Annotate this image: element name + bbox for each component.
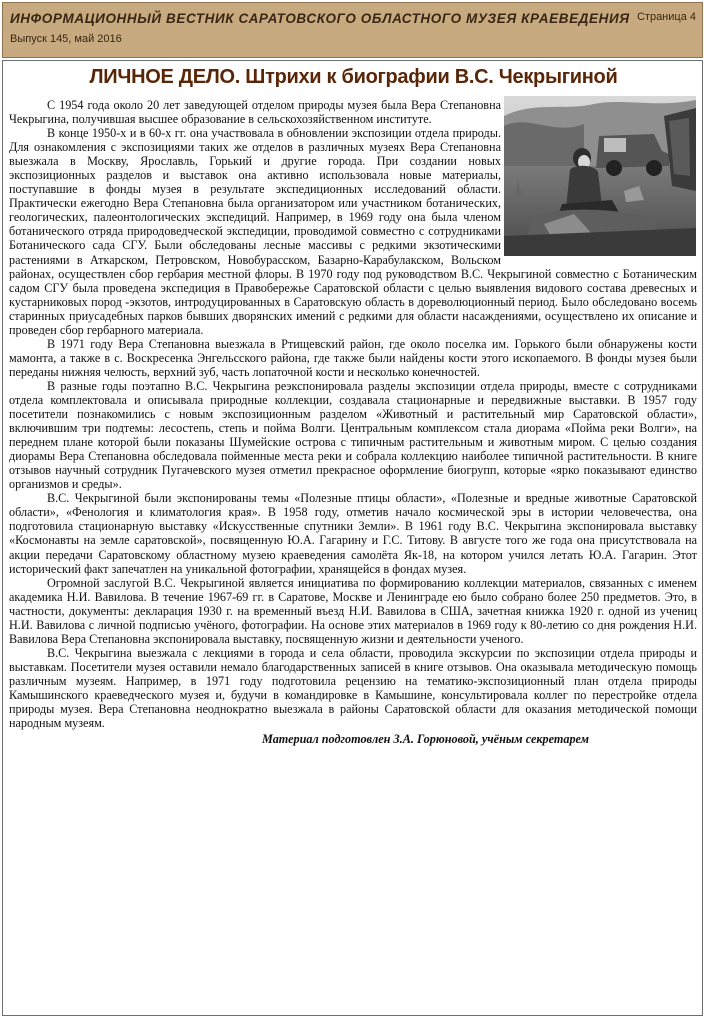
paragraph-2: В конце 1950-х и в 60-х гг. она участвовала в обновлении экспозиции отдела природы. Для ознакомления с экспозициями таких же отделов в различных музеях Вера Степановна выезжала в Москву, Ярославль, Горький и другие города. При создании новых экспозиционных разделов и выставок она активно использовала новые материалы, поступавшие в фонды музея в результате экспедиционных исследований области. Практически ежегодно Вера Степановна была организатором или участником ботанических, геологических, палеонтологических экспедиций. Например, в 1969 году она была членом ботанического отряда природоведческой экспедиции, проводимой совместно с сотрудниками Ботанического сада СГУ. Были обследованы лесные массивы с редкими экзотическими растениями в Аткарском, Петровском, Новобурасском, Базарно-Карабулакском, Вольском районах, осуществлен сбор гербария местной флоры. В 1970 году под руководством В.С. Чекрыгиной совместно с Ботаническим садом СГУ была проведена экспедиция в Правобережье Саратовской области с целью выявления видового состава древесных и кустарниковых пород -экзотов, интродуцированных в Саратовскую область в дореволюционный период. Было обследовано восемь старинных приусадебных парков бывших дворянских имений с редкими для области насаждениями, осуществлено их описание и проведен сбор гербарного материала. [9,126,697,337]
paragraph-1: С 1954 года около 20 лет заведующей отделом природы музея была Вера Степановна Чекрыгина, получившая высшее образование в сельскохозяйственном институте. [9,98,501,127]
article-body [9,98,697,746]
article-headline: ЛИЧНОЕ ДЕЛО. Штрихи к биографии В.С. Чекрыгиной [89,66,618,88]
page-number: Страница 4 [636,11,696,23]
paragraph-5: В.С. Чекрыгиной были экспонированы темы «Полезные птицы области», «Полезные и вредные животные Саратовской области», «Фенология и климатология края». В 1958 году, отметив начало космической эры в истории человечества, она подготовила стационарную выставку «Искусственные спутники Земли». В 1961 году В.С. Чекрыгина экспонировала выставку «Космонавты на земле саратовской», посвященную Ю.А. Гагарину и Г.С. Титову. В августе того же года она присутствовала на акции передачи Саратовскому областному музею краеведения самолёта Як-18, на котором учился летать Ю.А. Гагарин. Этот исторический факт запечатлен на уникальной фотографии, хранящейся в фондах музея. [9,491,697,576]
paragraph-6: Огромной заслугой В.С. Чекрыгиной является инициатива по формированию коллекции материалов, связанных с именем академика Н.И. Вавилова. В течение 1967-69 гг. в Саратове, Москве и Ленинграде ею было собрано более 250 предметов. Это, в частности, документы: декларация 1930 г. на временный въезд Н.И. Вавилова в США, зачетная книжка 1920 г. одной из учениц Н.И. Вавилова с личной подписью учёного, фотографии. На основе этих материалов в 1969 году к 80-летию со дня рождения Н.И. Вавилова Вера Степановна экспонировала выставку, посвященную жизни и деятельности ученого. [9,575,697,646]
newsletter-title: ИНФОРМАЦИОННЫЙ ВЕСТНИК САРАТОВСКОГО ОБЛАСТНОГО МУЗЕЯ КРАЕВЕДЕНИЯ [10,11,630,26]
newsletter-header [2,2,703,58]
paragraph-3: В 1971 году Вера Степановна выезжала в Ртищевский район, где около поселка им. Горького были обнаружены кости мамонта, а также в с. Воскресенка Энгельсского района, где также были найдены кости этого ископаемого. В фонды музея были переданы нижняя челюсть, верхний зуб, часть лопаточной кости и несколько конечностей. [9,336,697,379]
paragraph-7: В.С. Чекрыгина выезжала с лекциями в города и села области, проводила экскурсии по экспозиции отдела природы и выставкам. Посетители музея оставили немало благодарственных записей в книге отзывов. Она оказывала методическую помощь различным музеям. Например, в 1971 году подготовила рецензию на тематико-экспозиционный план отдела природы Камышинского краеведческого музея и, будучи в командировке в Камышине, консультировала коллег по перестройке отдела природы музея. Вера Степановна неоднократно выезжала в районы Саратовской области для оказания методической помощи народным музеям. [9,645,697,731]
photo-spacer [501,98,697,256]
article-credit: Материал подготовлен З.А. Горюновой, учёным секретарем [262,732,589,747]
paragraph-4: В разные годы поэтапно В.С. Чекрыгина реэкспонировала разделы экспозиции отдела природы, вместе с сотрудниками отдела комплектовала и описывала природные коллекции, создавала стационарные и передвижные выставки. В 1957 году посетители познакомились с новым экспозиционным разделом «Животный и растительный мир Саратовской области», включившим три подтемы: лесостепь, степь и поймa Волги. Центральным комплексом стала диорама «Пойма реки Волги», на переднем плане которой были показаны Шумейские острова с типичным растительным и животным миром. С целью создания диорамы Вера Степановна обследовала пойменные места реки и собрала коллекцию наиболее типичной растительности. В книге отзывов научный сотрудник Пугачевского музея отметил прекрасное оформление биогрупп, которые «ярко показывают единство организмов и среды». [9,378,697,492]
issue-label: Выпуск 145, май 2016 [10,33,122,45]
